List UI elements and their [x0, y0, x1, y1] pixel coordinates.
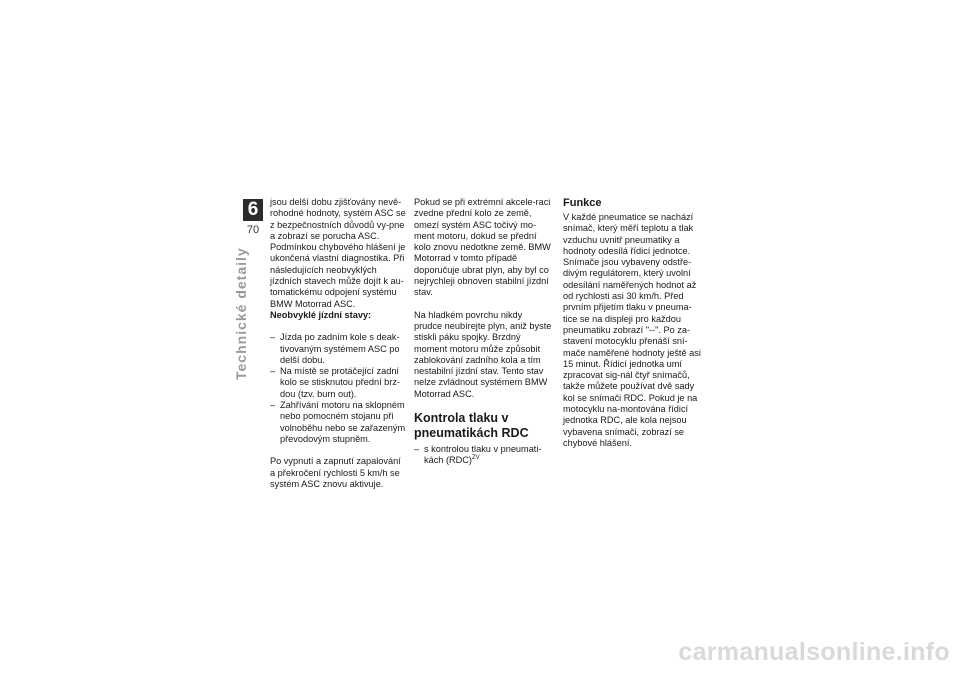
text-column-2 — [414, 197, 552, 478]
list-item: – Zahřívání motoru na sklopném nebo pomocném stojanu při volnoběhu nebo se zařazeným převodovým stupněm. — [270, 400, 406, 445]
column1-paragraph-1: jsou delší dobu zjišťovány nevě-rohodné hodnoty, systém ASC se z bezpečnostních důvodů vy-pne a zobrazí se porucha ASC. Podmínkou chybového hlášení je ukončená vlastní diagnostika. Při následujících neobvyklých jízdních stavech může dojít k au-tomatickému odpojení systému BMW Motorrad ASC. — [270, 197, 406, 309]
abnormal-states-list — [270, 332, 406, 445]
list-item — [414, 444, 552, 467]
chapter-side-title: Technické detaily — [233, 247, 249, 380]
rdc-equipment-list — [414, 444, 552, 467]
function-paragraph: V každé pneumatice se nachází snímač, který měří teplotu a tlak vzduchu uvnitř pneumatiky a hodnoty odesílá řídicí jednotce. Snímače jsou vybaveny odstře-divým regulátorem, který uvolní odesílání naměřených hodnot až od rychlosti asi 30 km/h. Před prvním přijetím tlaku v pneuma-tice se na displeji pro každou pneumatiku zobrazí "--". Po za-stavení motocyklu přenáší sní-mače naměřené hodnoty ještě asi 15 minut. Řídicí jednotka umí zpracovat sig-nál čtyř snímačů, takže můžete používat dvě sady kol se snímači RDC. Pokud je na motocyklu na-montována řídicí jednotka RDC, ale kola nejsou vybavena snímači, zobrazí se chybové hlášení. — [563, 212, 701, 448]
page-number: 70 — [246, 224, 260, 236]
chapter-number-tab: 6 — [243, 199, 263, 221]
text-column-3 — [563, 197, 703, 460]
text-column-1 — [270, 197, 406, 501]
column2-paragraph-2: Na hladkém povrchu nikdy prudce neubírejte plyn, aniž byste stiskli páku spojky. Brzdný moment motoru může způsobit zablokování zadního kola a tím nestabilní jízdní stav. Tento stav nelze zvládnout systémem BMW Motorrad ASC. — [414, 309, 552, 399]
list-item: – Jízda po zadním kole s deak-tivovaným systémem ASC po delší dobu. — [270, 332, 406, 366]
optional-equipment-mark: ZV — [471, 455, 480, 462]
watermark: carmanualsonline.info — [678, 638, 950, 666]
function-heading: Funkce — [563, 197, 602, 209]
abnormal-states-subheading: Neobvyklé jízdní stavy: — [270, 309, 372, 320]
column1-paragraph-2: Po vypnutí a zapnutí zapalování a překročení rychlosti 5 km/h se systém ASC znovu aktivuje. — [270, 456, 401, 489]
rdc-section-heading: Kontrola tlaku v pneumatikách RDC — [414, 411, 529, 440]
column2-paragraph-1: Pokud se při extrémní akcele-raci zvedne přední kolo ze země, omezí systém ASC točivý mo-ment motoru, dokud se přední kolo znovu nedotkne země. BMW Motorrad v tomto případě doporučuje ubrat plyn, aby byl co nejrychleji obnoven stabilní jízdní stav. — [414, 197, 551, 298]
list-item: – Na místě se protáčející zadní kolo se stisknutou přední brz-dou (tzv. burn out). — [270, 366, 406, 400]
rdc-equipment-text: s kontrolou tlaku v pneumati-kách (RDC) — [424, 444, 542, 466]
